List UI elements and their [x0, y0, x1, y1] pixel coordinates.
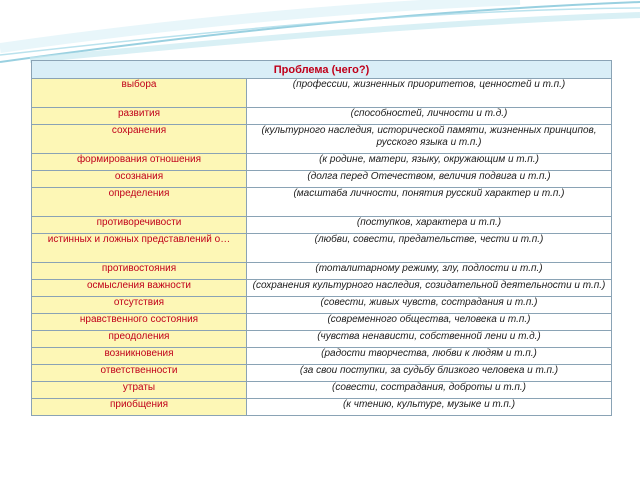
- problem-description: (радости творчества, любви к людям и т.п.): [247, 348, 612, 365]
- problem-description: (совести, живых чувств, сострадания и т.п.): [247, 297, 612, 314]
- problem-kind: сохранения: [32, 125, 247, 154]
- table-row: [32, 365, 612, 382]
- problem-kind: утраты: [32, 382, 247, 399]
- table-row: [32, 188, 612, 217]
- problem-description: (тоталитарному режиму, злу, подлости и т.п.): [247, 263, 612, 280]
- problem-description: (современного общества, человека и т.п.): [247, 314, 612, 331]
- problem-kind: определения: [32, 188, 247, 217]
- problem-description: (сохранения культурного наследия, созидательной деятельности и т.п.): [247, 280, 612, 297]
- problem-kind: противоречивости: [32, 217, 247, 234]
- problem-description: (любви, совести, предательстве, чести и т.п.): [247, 234, 612, 263]
- problem-kind: ответственности: [32, 365, 247, 382]
- table-row: [32, 348, 612, 365]
- table-header-row: [32, 61, 612, 79]
- table-row: [32, 280, 612, 297]
- table-row: [32, 382, 612, 399]
- table-row: [32, 108, 612, 125]
- problem-kind: противостояния: [32, 263, 247, 280]
- problem-description: (за свои поступки, за судьбу близкого человека и т.п.): [247, 365, 612, 382]
- problem-kind: нравственного состояния: [32, 314, 247, 331]
- problem-description: (долга перед Отечеством, величия подвига и т.п.): [247, 171, 612, 188]
- problem-kind: приобщения: [32, 399, 247, 416]
- problem-description: (совести, сострадания, доброты и т.п.): [247, 382, 612, 399]
- problems-table: [31, 60, 612, 416]
- table-row: [32, 79, 612, 108]
- problem-kind: осмысления важности: [32, 280, 247, 297]
- problem-kind: формирования отношения: [32, 154, 247, 171]
- problem-description: (к родине, матери, языку, окружающим и т.п.): [247, 154, 612, 171]
- problem-description: (чувства ненависти, собственной лени и т.д.): [247, 331, 612, 348]
- table-row: [32, 234, 612, 263]
- table-row: [32, 217, 612, 234]
- problem-kind: развития: [32, 108, 247, 125]
- table-header: Проблема (чего?): [32, 61, 612, 79]
- table-row: [32, 297, 612, 314]
- problem-kind: осознания: [32, 171, 247, 188]
- table-row: [32, 263, 612, 280]
- table-row: [32, 125, 612, 154]
- table-row: [32, 314, 612, 331]
- problem-kind: отсутствия: [32, 297, 247, 314]
- table-row: [32, 154, 612, 171]
- problem-description: (к чтению, культуре, музыке и т.п.): [247, 399, 612, 416]
- problem-kind: возникновения: [32, 348, 247, 365]
- problem-kind: преодоления: [32, 331, 247, 348]
- problem-description: (профессии, жизненных приоритетов, ценностей и т.п.): [247, 79, 612, 108]
- problem-description: (способностей, личности и т.д.): [247, 108, 612, 125]
- problem-description: (культурного наследия, исторической памяти, жизненных принципов, русского языка и т.п.): [247, 125, 612, 154]
- problem-kind: истинных и ложных представлений о…: [32, 234, 247, 263]
- table-row: [32, 399, 612, 416]
- problem-description: (масштаба личности, понятия русский характер и т.п.): [247, 188, 612, 217]
- problem-description: (поступков, характера и т.п.): [247, 217, 612, 234]
- table-row: [32, 171, 612, 188]
- table-row: [32, 331, 612, 348]
- problem-kind: выбора: [32, 79, 247, 108]
